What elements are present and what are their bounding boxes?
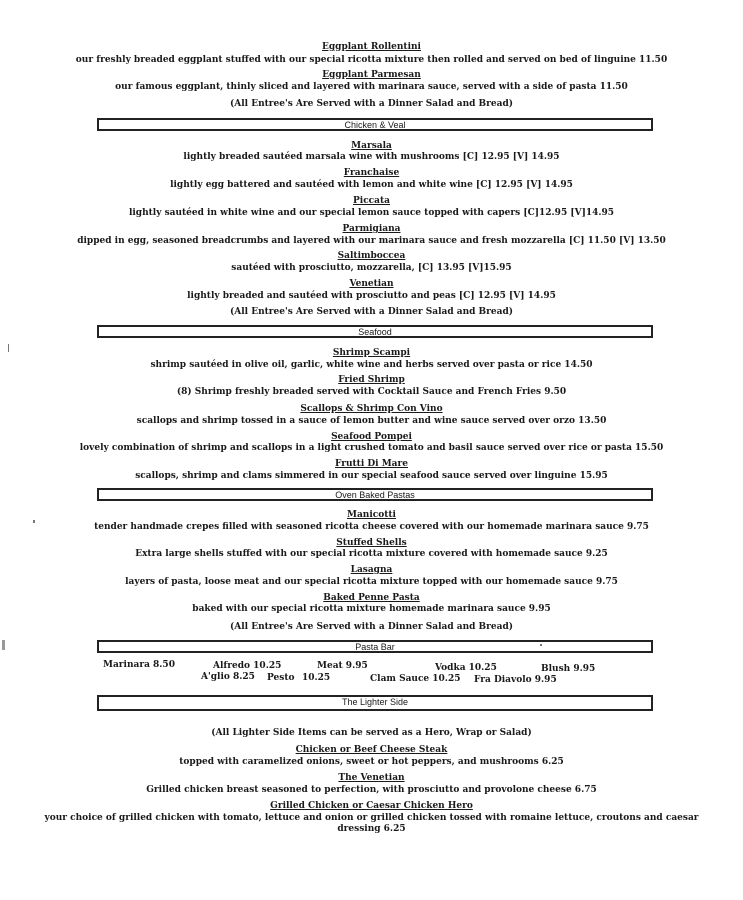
item-frutti-di-mare-desc: scallops, shrimp and clams simmered in our special seafood sauce served over linguine 15.95: [135, 471, 608, 481]
pasta-pesto-price: 10.25: [302, 673, 331, 683]
pasta-blush: Blush 9.95: [541, 664, 596, 674]
item-piccata-name: Piccata: [353, 196, 390, 206]
item-marsala-desc: lightly breaded sautéed marsala wine with mushrooms [C] 12.95 [V] 14.95: [183, 152, 560, 162]
item-frutti-di-mare-name: Frutti Di Mare: [334, 459, 408, 469]
lighter-side-intro: (All Lighter Side Items can be served as a Hero, Wrap or Salad): [211, 728, 532, 738]
scan-speck: [2, 640, 5, 650]
pasta-vodka: Vodka 10.25: [435, 663, 497, 673]
item-baked-penne-desc: baked with our special ricotta mixture homemade marinara sauce 9.95: [192, 604, 551, 614]
section-header-chicken-veal: [97, 118, 653, 131]
item-eggplant-rollentini-desc: our freshly breaded eggplant stuffed with our special ricotta mixture then rolled and served on bed of linguine 11.50: [75, 55, 668, 65]
item-eggplant-rollentini-name: Eggplant Rollentini: [322, 42, 421, 52]
section-title: Oven Baked Pastas: [335, 490, 415, 500]
item-seafood-pompei-name: Seafood Pompei: [331, 432, 412, 442]
item-eggplant-parmesan-name: Eggplant Parmesan: [322, 70, 421, 80]
item-saltimboccea-desc: sautéed with prosciutto, mozzarella, [C] 13.95 [V]15.95: [231, 263, 512, 273]
item-venetian-desc: lightly breaded and sautéed with prosciutto and peas [C] 12.95 [V] 14.95: [187, 291, 556, 301]
chicken-entree-note: (All Entree's Are Served with a Dinner Salad and Bread): [230, 307, 513, 317]
pasta-pesto: Pesto: [267, 673, 295, 683]
section-title: The Lighter Side: [341, 697, 409, 707]
scan-speck: [8, 344, 9, 352]
item-lasagna-name: Lasagna: [350, 565, 393, 575]
item-grilled-chicken-hero-desc-cont: dressing 6.25: [337, 824, 406, 834]
item-baked-penne-name: Baked Penne Pasta: [323, 593, 420, 603]
section-title: Seafood: [358, 327, 392, 337]
item-cheese-steak-name: Chicken or Beef Cheese Steak: [295, 745, 448, 755]
item-piccata-desc: lightly sautéed in white wine and our special lemon sauce topped with capers [C]12.95 [V]14.95: [128, 208, 615, 218]
section-header-oven-baked-pastas: [97, 488, 653, 501]
item-the-venetian-desc: Grilled chicken breast seasoned to perfection, with prosciutto and provolone cheese 6.75: [146, 785, 597, 795]
item-the-venetian-name: The Venetian: [338, 773, 405, 783]
item-grilled-chicken-hero-desc: your choice of grilled chicken with tomato, lettuce and onion or grilled chicken tossed with romaine lettuce, croutons and caesar: [44, 813, 699, 823]
item-shrimp-scampi-name: Shrimp Scampi: [332, 348, 411, 358]
item-grilled-chicken-hero-name: Grilled Chicken or Caesar Chicken Hero: [270, 801, 473, 811]
item-fried-shrimp-desc: (8) Shrimp freshly breaded served with Cocktail Sauce and French Fries 9.50: [176, 387, 567, 397]
item-stuffed-shells-name: Stuffed Shells: [336, 538, 407, 548]
scan-speck: [33, 520, 35, 523]
section-header-lighter-side: [97, 695, 653, 711]
pasta-meat: Meat 9.95: [317, 661, 368, 671]
item-saltimboccea-name: Saltimboccea: [337, 251, 406, 261]
item-cheese-steak-desc: topped with caramelized onions, sweet or hot peppers, and mushrooms 6.25: [179, 757, 564, 767]
pasta-aglio: A'glio 8.25: [201, 672, 255, 682]
section-title: Chicken & Veal: [344, 120, 406, 130]
pasta-clam-sauce: Clam Sauce 10.25: [370, 674, 461, 684]
item-manicotti-name: Manicotti: [347, 510, 396, 520]
section-header-seafood: [97, 325, 653, 338]
item-seafood-pompei-desc: lovely combination of shrimp and scallops in a light crushed tomato and basil sauce served over rice or pasta 15.50: [79, 443, 664, 453]
pasta-alfredo: Alfredo 10.25: [213, 661, 282, 671]
item-stuffed-shells-desc: Extra large shells stuffed with our special ricotta mixture covered with homemade sauce 9.25: [135, 549, 608, 559]
item-shrimp-scampi-desc: shrimp sautéed in olive oil, garlic, white wine and herbs served over pasta or rice 14.50: [150, 360, 593, 370]
item-lasagna-desc: layers of pasta, loose meat and our special ricotta mixture topped with our homemade sauce 9.75: [125, 577, 618, 587]
section-title: Pasta Bar: [355, 642, 395, 652]
section-header-pasta-bar: [97, 640, 653, 653]
oven-entree-note: (All Entree's Are Served with a Dinner Salad and Bread): [230, 622, 513, 632]
pasta-fra-diavolo: Fra Diavolo 9.95: [474, 675, 557, 685]
item-marsala-name: Marsala: [351, 141, 392, 151]
item-parmigiana-desc: dipped in egg, seasoned breadcrumbs and layered with our marinara sauce and fresh mozzarella [C] 11.50 [V] 13.50: [77, 236, 666, 246]
item-fried-shrimp-name: Fried Shrimp: [338, 375, 405, 385]
item-scallops-shrimp-name: Scallops & Shrimp Con Vino: [300, 404, 443, 414]
scan-speck: [540, 644, 542, 646]
pasta-marinara: Marinara 8.50: [103, 660, 175, 670]
item-eggplant-parmesan-desc: our famous eggplant, thinly sliced and layered with marinara sauce, served with a side of pasta 11.50: [115, 82, 628, 92]
item-scallops-shrimp-desc: scallops and shrimp tossed in a sauce of lemon butter and wine sauce served over orzo 13.50: [136, 416, 607, 426]
item-parmigiana-name: Parmigiana: [342, 224, 401, 234]
item-venetian-name: Venetian: [349, 279, 394, 289]
item-franchaise-desc: lightly egg battered and sautéed with lemon and white wine [C] 12.95 [V] 14.95: [170, 180, 573, 190]
item-manicotti-desc: tender handmade crepes filled with seasoned ricotta cheese covered with our homemade marinara sauce 9.75: [94, 522, 649, 532]
item-franchaise-name: Franchaise: [343, 168, 400, 178]
entree-note: (All Entree's Are Served with a Dinner Salad and Bread): [230, 99, 513, 109]
